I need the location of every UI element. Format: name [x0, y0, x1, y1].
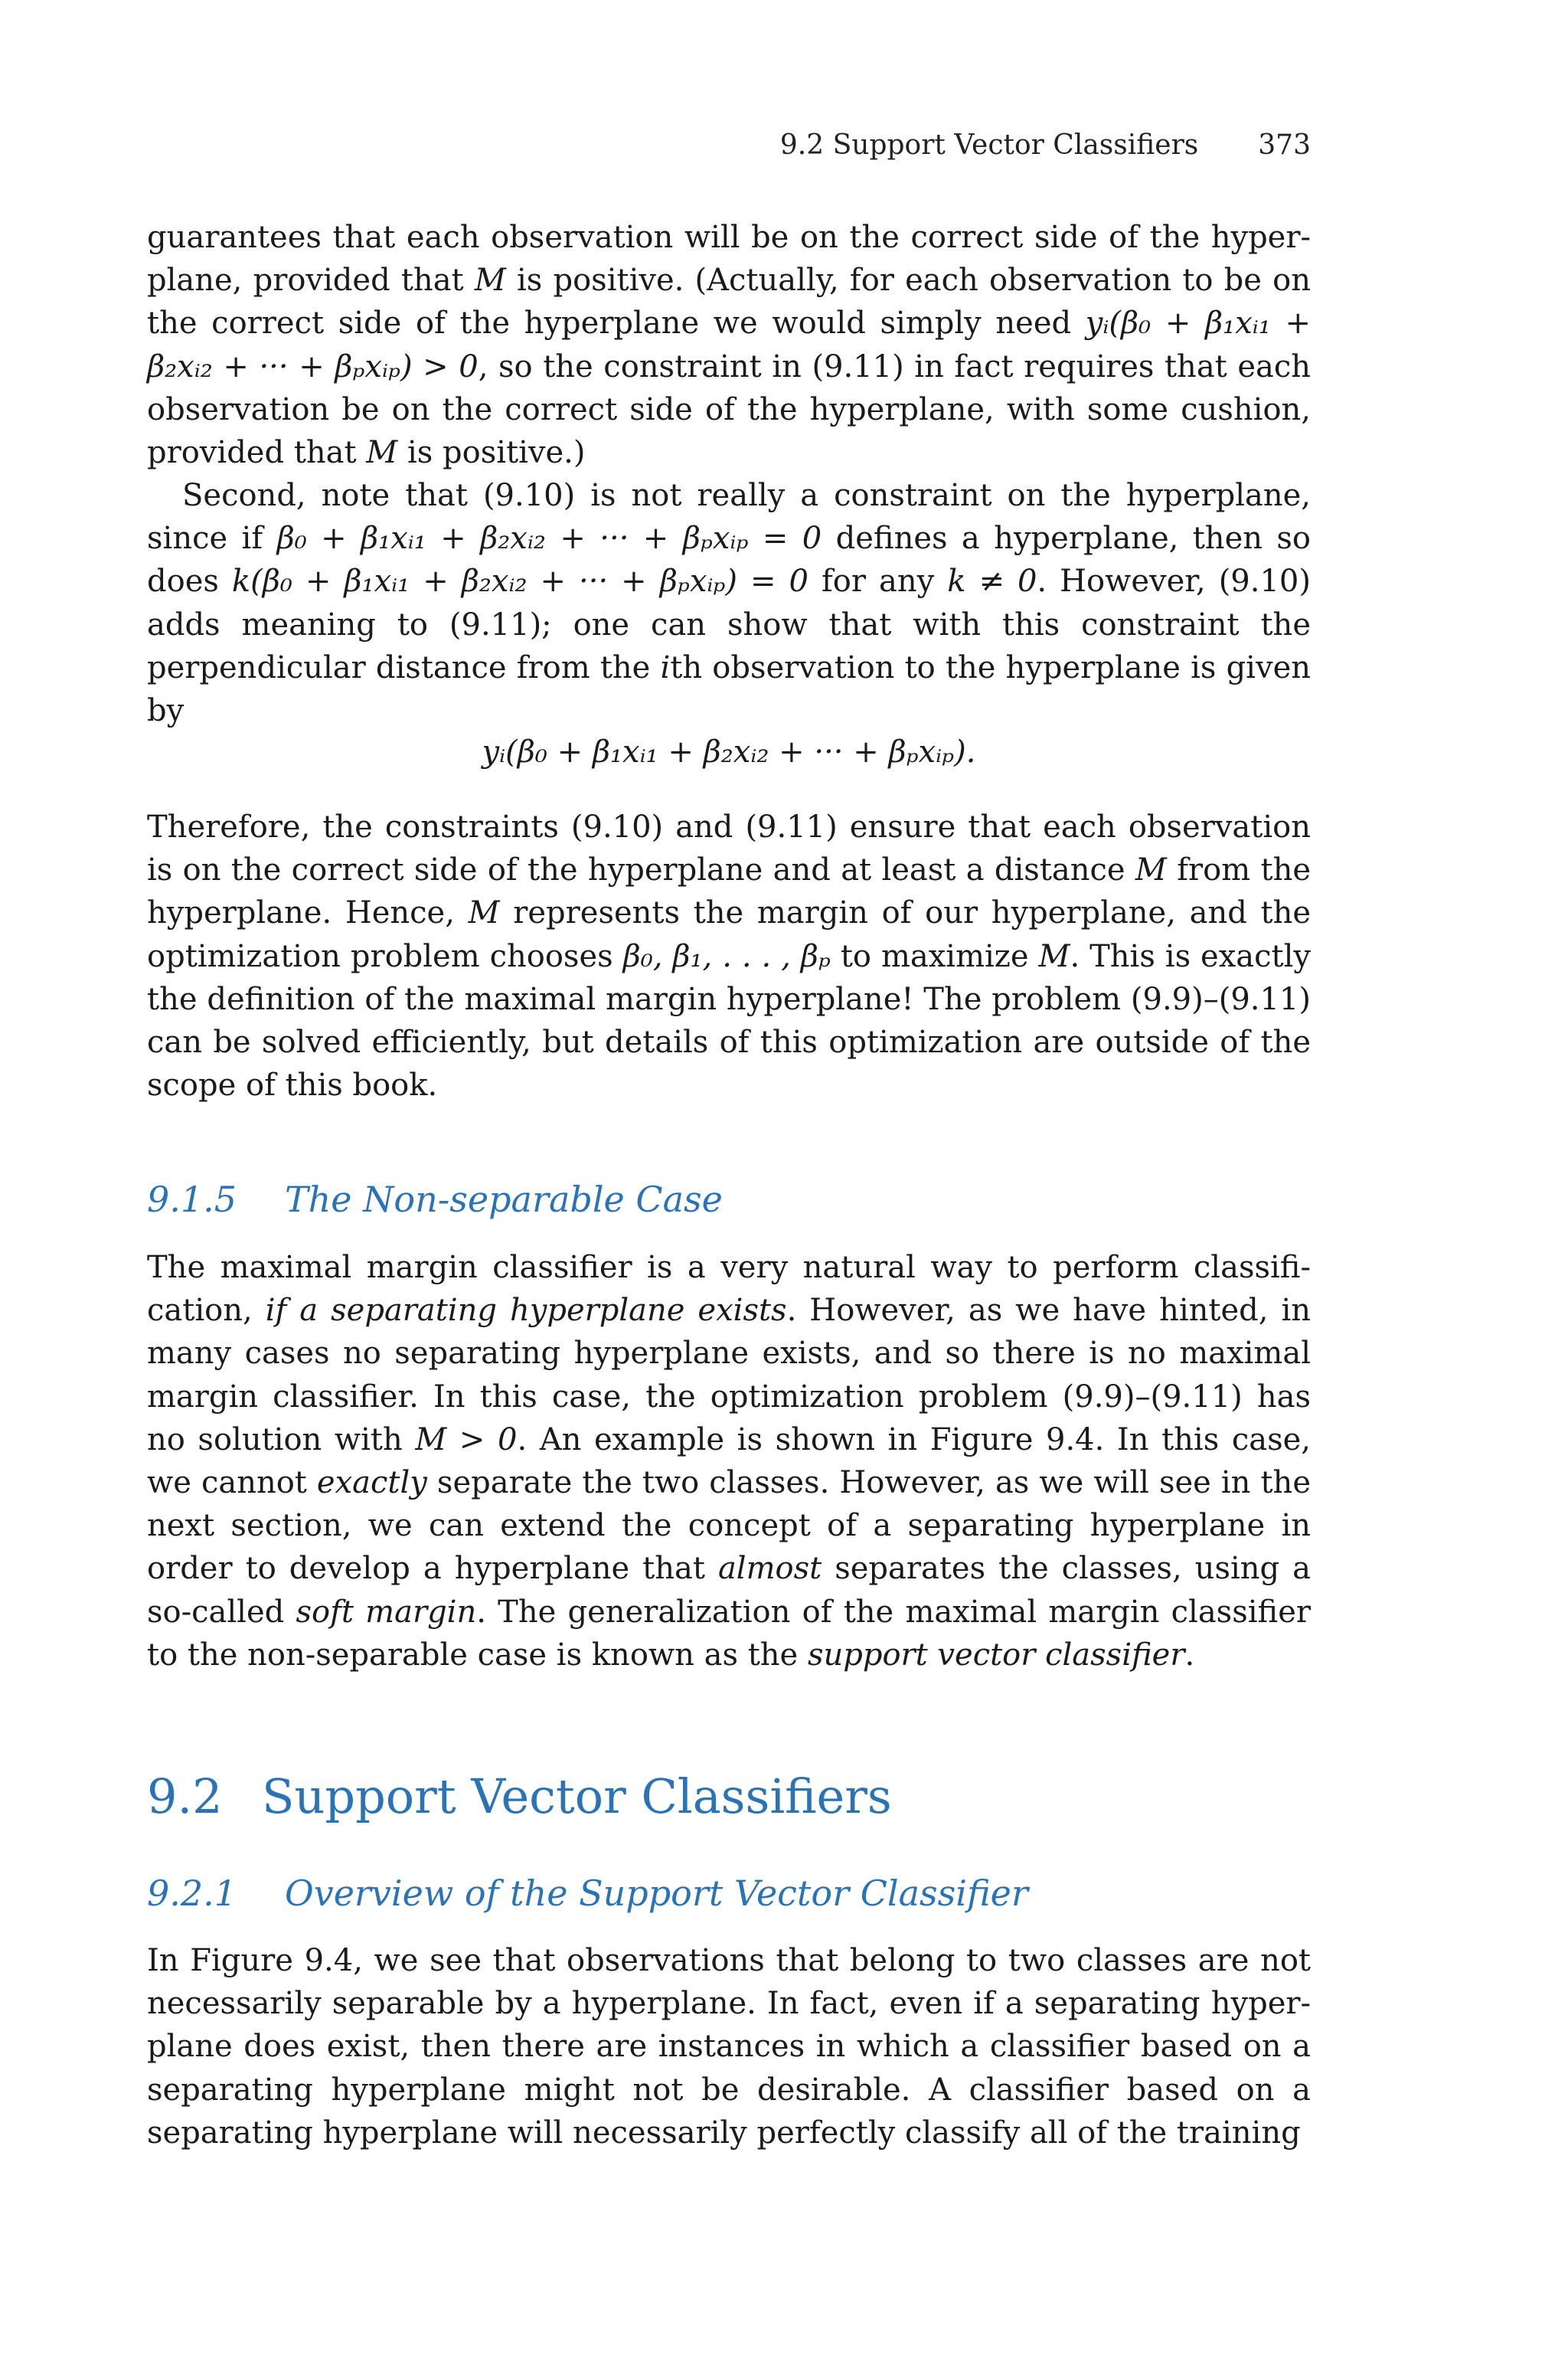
paragraph-2: Second, note that (9.10) is not really a constraint on the hyperplane, since if β₀ + β₁xᵢ₁ + β₂xᵢ₂ + ··· + βₚxᵢₚ = 0 defines a hyperplane, then so does k(β₀ + β₁xᵢ₁ + β₂xᵢ₂ + ··· + βₚxᵢₚ) = 0 for any k ≠ 0. However, (9.10) adds meaning to (9.11); one can show that with this constraint the perpendicular distance from the ith observation to the hyperplane is given by: [147, 478, 1312, 729]
subsection-number: 9.1.5: [147, 1179, 237, 1220]
math-inequality: yᵢ(β₀ + β₁xᵢ₁ + β₂xᵢ₂ + ··· + βₚxᵢₚ) > 0: [147, 306, 1312, 384]
paragraph-1: guarantees that each observation will be on the correct side of the hyper-plane, provided that M is positive. (Actually, for each observation to be on the correct side of the hyperplane we would simply need yᵢ(β₀ + β₁xᵢ₁ + β₂xᵢ₂ + ··· + βₚxᵢₚ) > 0, so the constraint in (9.11) in fact requires that each observation be on the correct side of the hyperplane, with some cushion, provided that M is positive.): [147, 220, 1312, 471]
paragraph-3: Therefore, the constraints (9.10) and (9.11) ensure that each observation is on the correct side of the hyperplane and at least a distance M from the hyperplane. Hence, M represents the margin of our hyperplane, and the optimization problem chooses β₀, β₁, . . . , βₚ to maximize M. This is exactly the definition of the maximal margin hyperplane! The problem (9.9)–(9.11) can be solved efficiently, but details of this optimization are outside of the scope of this book.: [147, 810, 1312, 1104]
section-title: Support Vector Classifiers: [262, 1768, 892, 1824]
math-scaled-eq: k(β₀ + β₁xᵢ₁ + β₂xᵢ₂ + ··· + βₚxᵢₚ) = 0: [231, 564, 808, 600]
running-header: [147, 129, 1311, 162]
math-betas: β₀, β₁, . . . , βₚ: [622, 938, 831, 974]
section-heading-9-2: [147, 1769, 1311, 1824]
subsection-heading-9-1-5: [147, 1178, 1311, 1221]
subsection-heading-9-2-1: [147, 1872, 1311, 1915]
running-title: 9.2 Support Vector Classifiers: [779, 129, 1199, 161]
subsection-number: 9.2.1: [147, 1873, 237, 1914]
math-M: M: [474, 263, 506, 299]
paragraph-4: The maximal margin classifier is a very natural way to perform classifi-cation, if a separating hyperplane exists. However, as we have hinted, in many cases no separating hyperplane exists, and so there is no maximal margin classifier. In this case, the optimization problem (9.9)–(9.11) has no solution with M > 0. An example is shown in Figure 9.4. In this case, we cannot exactly separate the two classes. However, as we will see in the next section, we can extend the concept of a separating hyperplane in order to develop a hyperplane that almost separates the classes, using a so-called soft margin. The generalization of the maximal margin classifier to the non-separable case is known as the support vector classifier.: [147, 1250, 1312, 1673]
math-k-neq-0: k ≠ 0: [947, 564, 1037, 600]
page-number: 373: [1258, 129, 1311, 161]
math-M: M: [366, 435, 398, 471]
display-equation: yᵢ(β₀ + β₁xᵢ₁ + β₂xᵢ₂ + ··· + βₚxᵢₚ).: [482, 734, 976, 770]
section-number: 9.2: [147, 1768, 223, 1824]
math-i: i: [660, 649, 671, 685]
math-M-gt-0: M > 0: [415, 1421, 518, 1457]
subsection-title: The Non-separable Case: [285, 1179, 723, 1220]
paragraph-5: In Figure 9.4, we see that observations that belong to two classes are not necessarily separable by a hyperplane. In fact, even if a separating hyper-plane does exist, then there are instances in which a classifier based on a separating hyperplane might not be desirable. A classifier based on a separating hyperplane will necessarily perfectly classify all of the training: [147, 1943, 1311, 2151]
math-hyperplane-eq: β₀ + β₁xᵢ₁ + β₂xᵢ₂ + ··· + βₚxᵢₚ = 0: [276, 521, 822, 557]
subsection-title: Overview of the Support Vector Classifier: [285, 1873, 1028, 1914]
